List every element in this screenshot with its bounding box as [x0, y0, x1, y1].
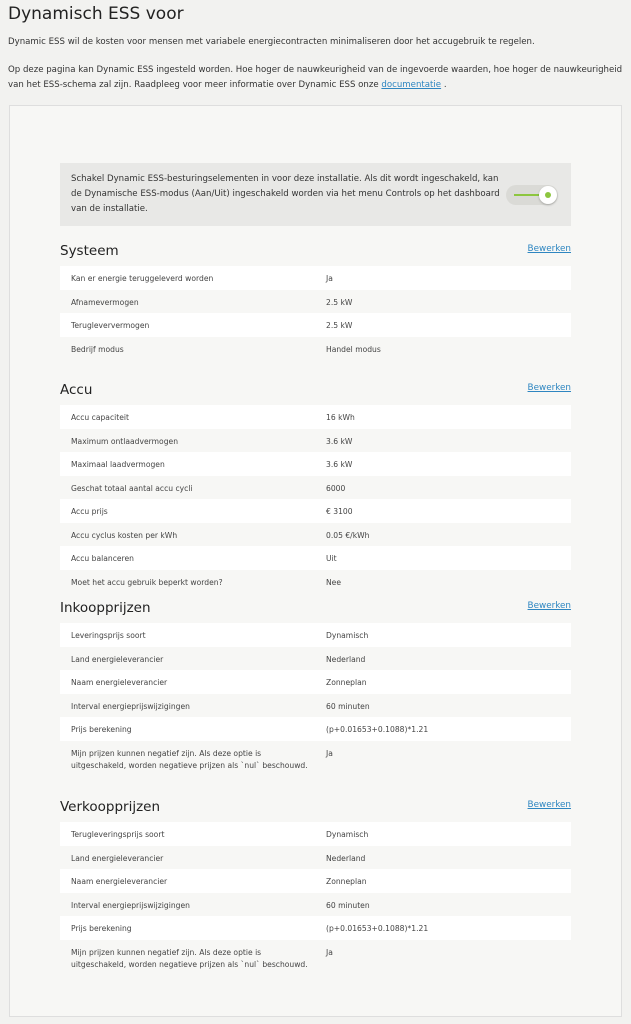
table-row: [60, 670, 571, 694]
table-row: [60, 290, 571, 314]
row-value: 0.05 €/kWh: [326, 530, 370, 540]
row-value: (p+0.01653+0.1088)*1.21: [326, 725, 429, 734]
row-label: Naam energieleverancier: [71, 678, 168, 687]
row-label: Accu balanceren: [71, 554, 134, 563]
table-row: [60, 846, 571, 870]
table-row: [60, 647, 571, 671]
table-row: [60, 546, 571, 570]
table-row: [60, 869, 571, 893]
verkoop-table: [60, 822, 571, 974]
row-value: Ja: [326, 748, 333, 758]
table-row: [60, 916, 571, 940]
row-value: 3.6 kW: [326, 460, 353, 469]
row-value: Nee: [326, 577, 342, 587]
table-row: [60, 741, 571, 775]
row-value: Nederland: [326, 654, 366, 664]
row-label: Terugleveringsprijs soort: [71, 830, 165, 839]
row-value: 3.6 kW: [326, 436, 353, 446]
row-value: Zonneplan: [326, 678, 367, 687]
intro-suffix: .: [443, 80, 447, 90]
notice-text: Schakel Dynamic ESS-besturingselementen in voor deze installatie. Als dit wordt ingeschakeld, kan de Dynamische ESS-modus (Aan/Uit) ingeschakeld worden via het menu Controls op het dashboard van de installatie.: [71, 174, 500, 214]
row-value: 60 minuten: [326, 701, 370, 711]
table-row: [60, 523, 571, 547]
accu-table: [60, 405, 571, 593]
intro-text-body: Op deze pagina kan Dynamic ESS ingesteld worden. Hoe hoger de nauwkeurigheid van de ingevoerde waarden, hoe hoger de nauwkeurigheid van het ESS-schema zal zijn. Raadpleeg voor meer informatie over Dynamic ESS onze: [8, 65, 623, 90]
table-row: [60, 940, 571, 974]
row-label: Kan er energie teruggeleverd worden: [71, 274, 214, 283]
row-label: Maximum ontlaadvermogen: [71, 436, 179, 446]
systeem-table: [60, 266, 571, 360]
row-value: Dynamisch: [326, 631, 369, 640]
table-row: [60, 893, 571, 917]
row-label: Accu cyclus kosten per kWh: [71, 530, 178, 540]
row-value: 2.5 kW: [326, 297, 353, 307]
table-row: [60, 623, 571, 647]
row-value: 2.5 kW: [326, 321, 353, 330]
row-label: Terugleververmogen: [71, 321, 150, 330]
row-value: Zonneplan: [326, 877, 367, 886]
table-row: [60, 452, 571, 476]
intro-text: Dynamic ESS wil de kosten voor mensen met variabele energiecontracten minimaliseren door het accugebruik te regelen.: [8, 37, 535, 47]
row-label: Prijs berekening: [71, 725, 132, 734]
dess-enable-toggle[interactable]: [506, 185, 558, 205]
table-row: [60, 429, 571, 453]
table-row: [60, 717, 571, 741]
table-row: [60, 405, 571, 429]
row-label: Interval energieprijswijzigingen: [71, 701, 190, 711]
documentation-link[interactable]: documentatie: [381, 80, 442, 90]
toggle-knob[interactable]: [539, 186, 557, 204]
row-label: Prijs berekening: [71, 924, 132, 933]
edit-verkoop-link[interactable]: Bewerken: [527, 800, 571, 810]
row-label: Land energieleverancier: [71, 654, 164, 664]
edit-systeem-link[interactable]: Bewerken: [527, 244, 571, 254]
row-label: Mijn prijzen kunnen negatief zijn. Als deze optie is uitgeschakeld, worden negatieve prijzen als `nul` beschouwd.: [71, 748, 308, 770]
toggle-dot: [545, 192, 551, 198]
section-title-verkoop: Verkoopprijzen: [60, 799, 161, 815]
row-value: € 3100: [326, 507, 353, 516]
row-label: Interval energieprijswijzigingen: [71, 900, 190, 910]
row-value: 6000: [326, 483, 346, 493]
row-label: Afnamevermogen: [71, 297, 139, 307]
row-label: Accu prijs: [71, 507, 108, 516]
row-label: Naam energieleverancier: [71, 877, 168, 886]
edit-accu-link[interactable]: Bewerken: [527, 383, 571, 393]
row-value: (p+0.01653+0.1088)*1.21: [326, 924, 429, 933]
table-row: [60, 337, 571, 361]
row-value: Handel modus: [326, 344, 381, 354]
edit-inkoop-link[interactable]: Bewerken: [527, 601, 571, 611]
table-row: [60, 476, 571, 500]
row-value: Uit: [326, 554, 337, 563]
row-value: Dynamisch: [326, 830, 369, 839]
table-row: [60, 822, 571, 846]
row-value: 60 minuten: [326, 900, 370, 910]
row-value: Ja: [326, 947, 333, 957]
row-value: Ja: [326, 274, 333, 283]
row-label: Bedrijf modus: [71, 344, 124, 354]
row-label: Mijn prijzen kunnen negatief zijn. Als deze optie is uitgeschakeld, worden negatieve prijzen als `nul` beschouwd.: [71, 947, 308, 969]
dess-enable-notice: [60, 163, 571, 226]
row-label: Geschat totaal aantal accu cycli: [71, 483, 193, 493]
table-row: [60, 570, 571, 594]
table-row: [60, 313, 571, 337]
row-label: Leveringsprijs soort: [71, 631, 146, 640]
intro-text-2: [8, 63, 628, 93]
table-row: [60, 694, 571, 718]
row-value: 16 kWh: [326, 413, 355, 422]
table-row: [60, 266, 571, 290]
section-title-systeem: Systeem: [60, 243, 119, 259]
row-label: Accu capaciteit: [71, 413, 129, 422]
table-row: [60, 499, 571, 523]
row-label: Moet het accu gebruik beperkt worden?: [71, 577, 223, 587]
row-label: Maximaal laadvermogen: [71, 460, 165, 469]
inkoop-table: [60, 623, 571, 775]
section-title-inkoop: Inkoopprijzen: [60, 600, 151, 616]
row-label: Land energieleverancier: [71, 853, 164, 863]
page-title: Dynamisch ESS voor: [8, 4, 184, 24]
row-value: Nederland: [326, 853, 366, 863]
section-title-accu: Accu: [60, 382, 93, 398]
